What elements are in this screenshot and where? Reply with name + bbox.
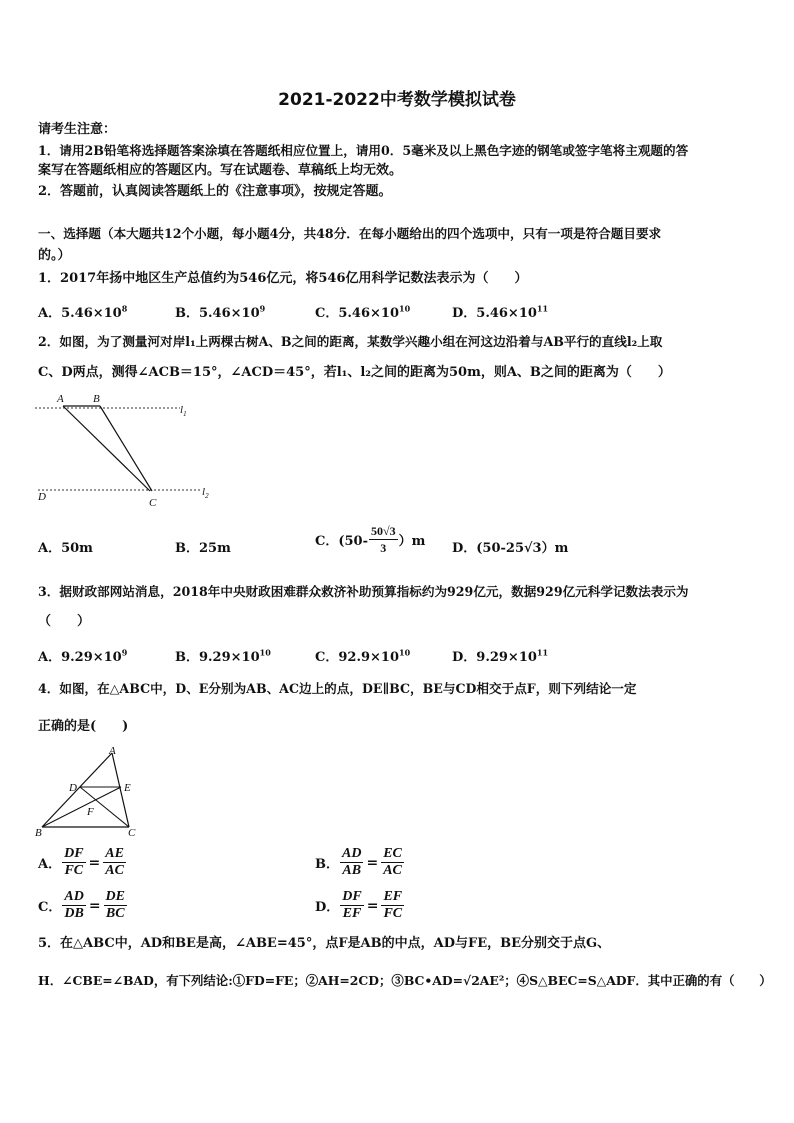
q2-stem-line-1: 2．如图，为了测量河对岸l₁上两棵古树A、B之间的距离，某数学兴趣小组在河这边沿着与AB平行的直线l₂上取 [38, 334, 663, 349]
section-line-1: 一、选择题（本大题共12个小题，每小题4分，共48分．在每小题给出的四个选项中，只有一项是符合题目要求 [38, 226, 662, 241]
q4-label-b: B [35, 827, 42, 839]
q4-option-b: B． $\frac{AD}{AB}$ = $\frac{EC}{AC}$ [315, 846, 402, 878]
notice-line-3: 2．答题前，认真阅读答题纸上的《注意事项》，按规定答题。 [38, 184, 392, 199]
q2-label-l1: $l_1$ [180, 404, 187, 418]
q3-stem-line-2: （ ） [38, 614, 91, 629]
q4-label-c: C [128, 827, 136, 839]
q2-stem-line-2: C、D两点，测得∠ACB＝15°，∠ACD＝45°，若l₁、l₂之间的距离为50m，则A、B之间的距离为（ ） [38, 365, 671, 380]
q2-label-l2: $l_2$ [202, 486, 209, 500]
page-title: 2021-2022中考数学模拟试卷 [278, 90, 516, 110]
q4-label-d: D [69, 782, 77, 794]
q4-label-f: F [87, 806, 94, 818]
q5-stem-line-1: 5．在△ABC中，AD和BE是高，∠ABE=45°，点F是AB的中点，AD与FE，BE分别交于点G、 [38, 936, 611, 951]
q1-stem: 1．2017年扬中地区生产总值约为546亿元，将546亿用科学记数法表示为（ ） [38, 271, 528, 286]
q4-option-d: D． $\frac{DF}{EF}$ = $\frac{EF}{FC}$ [315, 889, 403, 921]
q4-stem-line-2: 正确的是( ) [38, 719, 129, 734]
q3-option-b: B．$9.29\times 10^{10}$ [175, 647, 271, 665]
q2-option-a: A．50m [38, 541, 93, 556]
q5-stem-line-2: H．∠CBE=∠BAD，有下列结论:①FD=FE；②AH=2CD；③BC•AD=√2AE²；④S△BEC=S△ADF．其中正确的有（ ） [38, 973, 772, 988]
q2-option-c: C．(50- $\frac{50√3}{3}$ ）m [315, 524, 426, 555]
q4-option-c: C． $\frac{AD}{DB}$ = $\frac{DE}{BC}$ [38, 889, 125, 921]
q2-label-d: D [38, 491, 46, 503]
q2-figure [30, 388, 220, 513]
q2-option-d: D．(50-25√3）m [452, 541, 569, 556]
q1-option-c: C．$5.46\times 10^{10}$ [315, 303, 411, 321]
q4-figure [32, 745, 142, 840]
q4-label-e: E [124, 782, 131, 794]
q3-stem-line-1: 3．据财政部网站消息，2018年中央财政困难群众救济补助预算指标约为929亿元，数据929亿元科学记数法表示为 [38, 584, 689, 599]
q2-label-c: C [149, 497, 157, 509]
q4-option-a: A． $\frac{DF}{FC}$ = $\frac{AE}{AC}$ [38, 846, 124, 878]
q1-option-b: B．$5.46\times 10^9$ [175, 303, 266, 321]
q3-option-c: C．$92.9\times 10^{10}$ [315, 647, 411, 665]
q1-option-d: D．$5.46\times 10^{11}$ [452, 303, 549, 321]
q2-option-b: B．25m [175, 541, 231, 556]
q4-label-a: A [109, 745, 116, 757]
q4-stem-line-1: 4．如图，在△ABC中，D、E分别为AB、AC边上的点，DE∥BC，BE与CD相交于点F，则下列结论一定 [38, 681, 637, 696]
notice-line-2: 案写在答题纸相应的答题区内。写在试题卷、草稿纸上均无效。 [38, 163, 403, 178]
q1-option-a: A．$5.46\times 10^8$ [38, 303, 128, 321]
notice-line-1: 1．请用2B铅笔将选择题答案涂填在答题纸相应位置上，请用0．5毫米及以上黑色字迹的钢笔或签字笔将主观题的答 [38, 143, 689, 158]
q3-option-d: D．$9.29\times 10^{11}$ [452, 647, 549, 665]
q3-option-a: A．$9.29\times 10^9$ [38, 647, 128, 665]
notice-heading: 请考生注意： [38, 122, 117, 137]
q2-label-a: A [57, 393, 64, 405]
section-line-2: 的。） [38, 248, 71, 263]
q2-label-b: B [93, 393, 100, 405]
